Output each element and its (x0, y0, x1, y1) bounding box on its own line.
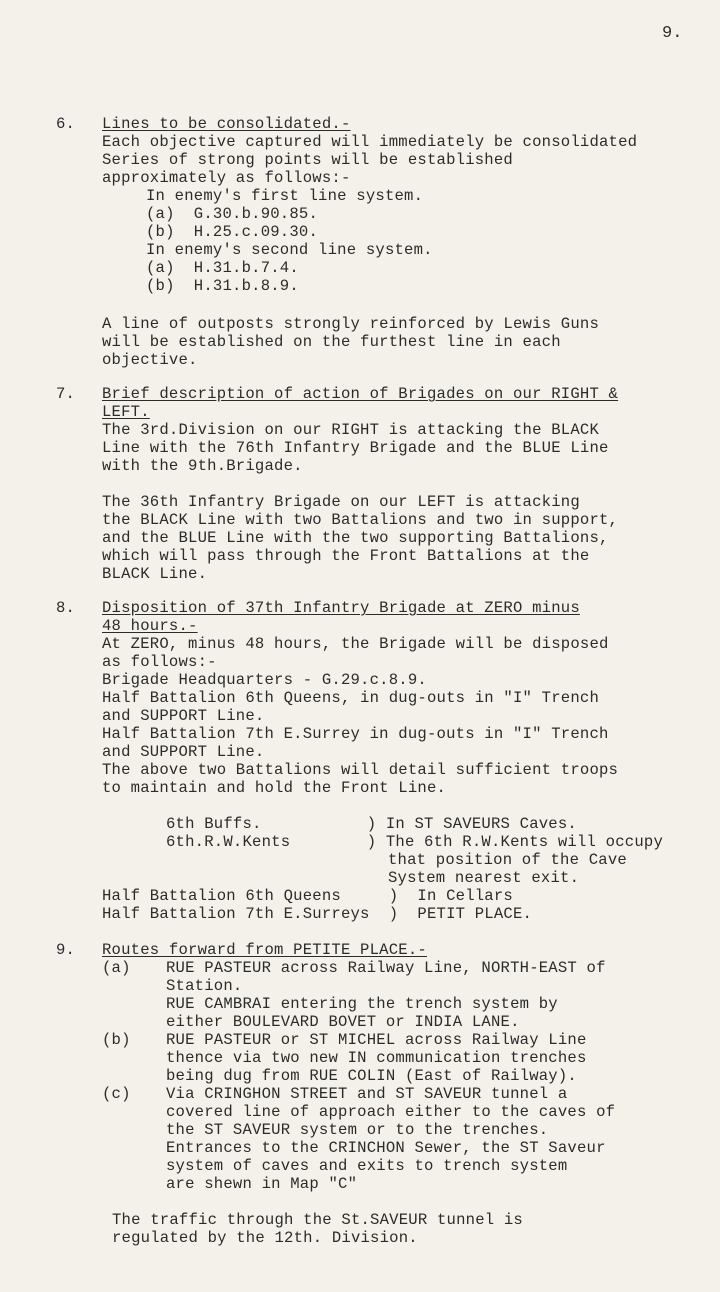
text-line: Brigade Headquarters - G.29.c.8.9. (102, 671, 427, 689)
text-line: and SUPPORT Line. (102, 707, 265, 725)
text-line: (b) H.25.c.09.30. (146, 223, 319, 241)
section-number: 7. (56, 385, 76, 403)
text-line: The 36th Infantry Brigade on our LEFT is attacking (102, 493, 580, 511)
text-line: and the BLUE Line with the two supporting Battalions, (102, 529, 609, 547)
text-line: thence via two new IN communication trenches (166, 1049, 587, 1067)
text-line: and SUPPORT Line. (102, 743, 265, 761)
text-line: System nearest exit. (388, 869, 580, 887)
text-line: Half Battalion 6th Queens, in dug-outs in "I" Trench (102, 689, 600, 707)
section-heading: Disposition of 37th Infantry Brigade at ZERO minus (102, 599, 580, 617)
text-line: Via CRINGHON STREET and ST SAVEUR tunnel a (166, 1085, 568, 1103)
section-heading: 48 hours.- (102, 617, 198, 635)
text-line: Half Battalion 7th E.Surrey in dug-outs in "I" Trench (102, 725, 609, 743)
text-line: that position of the Cave (388, 851, 627, 869)
list-marker: (c) (102, 1085, 131, 1103)
section-number: 6. (56, 115, 76, 133)
section-heading: Routes forward from PETITE PLACE.- (102, 941, 427, 959)
text-line: In enemy's second line system. (146, 241, 433, 259)
section-number: 8. (56, 599, 76, 617)
text-line: will be established on the furthest line in each (102, 333, 561, 351)
section-heading: Brief description of action of Brigades on our RIGHT & (102, 385, 619, 403)
text-line: BLACK Line. (102, 565, 208, 583)
text-line: 6th Buffs. ) In ST SAVEURS Caves. (166, 815, 577, 833)
text-line: regulated by the 12th. Division. (112, 1229, 418, 1247)
list-marker: (b) (102, 1031, 131, 1049)
text-line: The 3rd.Division on our RIGHT is attacking the BLACK (102, 421, 600, 439)
text-line: being dug from RUE COLIN (East of Railway). (166, 1067, 577, 1085)
text-line: as follows:- (102, 653, 217, 671)
section-heading: LEFT. (102, 403, 150, 421)
text-line: In enemy's first line system. (146, 187, 424, 205)
text-line: Series of strong points will be established (102, 151, 513, 169)
text-line: approximately as follows:- (102, 169, 351, 187)
text-line: At ZERO, minus 48 hours, the Brigade will be disposed (102, 635, 609, 653)
text-line: the ST SAVEUR system or to the trenches. (166, 1121, 549, 1139)
text-line: Station. (166, 977, 243, 995)
text-line: are shewn in Map "C" (166, 1175, 358, 1193)
text-line: with the 9th.Brigade. (102, 457, 303, 475)
text-line: 6th.R.W.Kents ) The 6th R.W.Kents will occupy (166, 833, 664, 851)
text-line: either BOULEVARD BOVET or INDIA LANE. (166, 1013, 520, 1031)
text-line: RUE CAMBRAI entering the trench system by (166, 995, 558, 1013)
text-line: Half Battalion 7th E.Surreys ) PETIT PLACE. (102, 905, 533, 923)
text-line: RUE PASTEUR across Railway Line, NORTH-EAST of (166, 959, 606, 977)
text-line: The above two Battalions will detail sufficient troops (102, 761, 619, 779)
text-line: covered line of approach either to the caves of (166, 1103, 616, 1121)
text-line: (a) H.31.b.7.4. (146, 259, 299, 277)
text-line: which will pass through the Front Battalions at the (102, 547, 590, 565)
list-marker: (a) (102, 959, 131, 977)
text-line: Entrances to the CRINCHON Sewer, the ST Saveur (166, 1139, 606, 1157)
text-line: (a) G.30.b.90.85. (146, 205, 319, 223)
section-heading: Lines to be consolidated.- (102, 115, 351, 133)
page-number: 9. (662, 24, 683, 43)
text-line: Line with the 76th Infantry Brigade and the BLUE Line (102, 439, 609, 457)
text-line: The traffic through the St.SAVEUR tunnel is (112, 1211, 523, 1229)
text-line: (b) H.31.b.8.9. (146, 277, 299, 295)
text-line: objective. (102, 351, 198, 369)
text-line: Half Battalion 6th Queens ) In Cellars (102, 887, 513, 905)
text-line: the BLACK Line with two Battalions and two in support, (102, 511, 619, 529)
text-line: to maintain and hold the Front Line. (102, 779, 447, 797)
text-line: A line of outposts strongly reinforced by Lewis Guns (102, 315, 600, 333)
text-line: system of caves and exits to trench system (166, 1157, 568, 1175)
text-line: RUE PASTEUR or ST MICHEL across Railway Line (166, 1031, 587, 1049)
text-line: Each objective captured will immediately be consolidated (102, 133, 638, 151)
section-number: 9. (56, 941, 76, 959)
